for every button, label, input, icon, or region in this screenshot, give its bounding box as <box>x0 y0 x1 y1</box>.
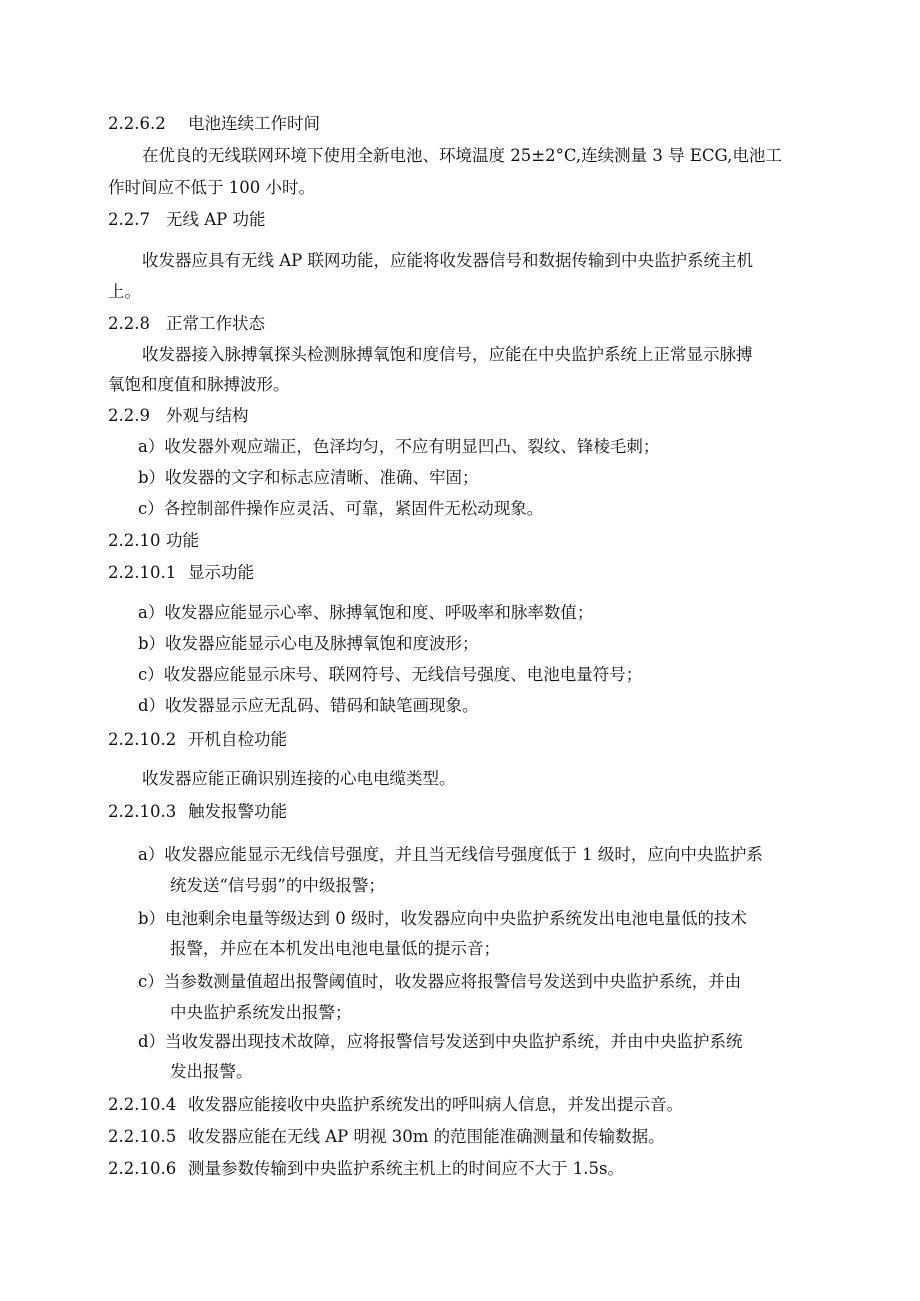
section-number: 2.2.10.4 <box>108 1095 177 1114</box>
section-title: 开机自检功能 <box>188 730 287 749</box>
list-item: d）当收发器出现技术故障，应将报警信号发送到中央监护系统，并由中央监护系统 <box>138 1032 743 1051</box>
list-item-continuation: 报警，并应在本机发出电池电量低的提示音； <box>170 939 500 958</box>
heading-2-2-6-2 <box>108 116 320 133</box>
heading-2-2-10-3 <box>108 804 287 821</box>
heading-2-2-8 <box>108 316 265 333</box>
paragraph-line: 氧饱和度值和脉搏波形。 <box>108 375 290 394</box>
paragraph-line: 收发器接入脉搏氧探头检测脉搏氧饱和度信号，应能在中央监护系统上正常显示脉搏 <box>142 345 753 364</box>
paragraph-line: 在优良的无线联网环境下使用全新电池、环境温度 25±2°C,连续测量 3 导 ECG,电池工 <box>142 146 782 165</box>
section-title: 正常工作状态 <box>166 314 265 333</box>
heading-2-2-10 <box>108 533 199 550</box>
list-item: b）收发器应能显示心电及脉搏氧饱和度波形； <box>138 634 479 653</box>
list-item: a）收发器外观应端正，色泽均匀，不应有明显凹凸、裂纹、锋棱毛刺； <box>138 437 660 456</box>
section-title: 外观与结构 <box>166 406 249 425</box>
section-number: 2.2.10.6 <box>108 1159 177 1178</box>
section-number: 2.2.10.3 <box>108 802 177 821</box>
heading-2-2-10-2 <box>108 732 287 749</box>
list-item: c）收发器应能显示床号、联网符号、无线信号强度、电池电量符号； <box>138 665 643 684</box>
section-title: 显示功能 <box>188 563 254 582</box>
heading-2-2-9 <box>108 408 249 425</box>
section-title: 无线 AP 功能 <box>166 210 266 229</box>
paragraph-line: 收发器应具有无线 AP 联网功能，应能将收发器信号和数据传输到中央监护系统主机 <box>142 251 754 270</box>
section-title: 收发器应能接收中央监护系统发出的呼叫病人信息，并发出提示音。 <box>188 1095 683 1114</box>
list-item: b）收发器的文字和标志应清晰、准确、牢固； <box>138 468 479 487</box>
paragraph-line: 作时间应不低于 100 小时。 <box>108 178 315 197</box>
paragraph-line: 收发器应能正确识别连接的心电电缆类型。 <box>142 769 456 788</box>
section-number: 2.2.9 <box>108 406 150 425</box>
heading-2-2-10-4 <box>108 1097 683 1114</box>
section-number: 2.2.8 <box>108 314 150 333</box>
list-item: a）收发器应能显示无线信号强度，并且当无线信号强度低于 1 级时，应向中央监护系 <box>138 845 763 864</box>
list-item: c）各控制部件操作应灵活、可靠，紧固件无松动现象。 <box>138 499 544 518</box>
section-title: 测量参数传输到中央监护系统主机上的时间应不大于 1.5s。 <box>188 1159 624 1178</box>
section-number: 2.2.6.2 <box>108 114 166 133</box>
list-item: b）电池剩余电量等级达到 0 级时，收发器应向中央监护系统发出电池电量低的技术 <box>138 909 748 928</box>
section-title: 触发报警功能 <box>188 802 287 821</box>
list-item-continuation: 统发送“信号弱”的中级报警； <box>170 876 385 895</box>
section-number: 2.2.10.5 <box>108 1127 177 1146</box>
section-number: 2.2.10 <box>108 531 161 550</box>
heading-2-2-7 <box>108 212 266 229</box>
section-number: 2.2.10.2 <box>108 730 177 749</box>
heading-2-2-10-5 <box>108 1129 665 1146</box>
section-title: 电池连续工作时间 <box>188 114 320 133</box>
paragraph-line: 上。 <box>108 282 141 301</box>
list-item: a）收发器应能显示心率、脉搏氧饱和度、呼吸率和脉率数值； <box>138 603 594 622</box>
list-item: c）当参数测量值超出报警阈值时，收发器应将报警信号发送到中央监护系统，并由 <box>138 972 742 991</box>
section-title: 功能 <box>166 531 199 550</box>
list-item-continuation: 中央监护系统发出报警； <box>170 1003 352 1022</box>
heading-2-2-10-6 <box>108 1161 624 1178</box>
list-item-continuation: 发出报警。 <box>170 1062 253 1081</box>
section-title: 收发器应能在无线 AP 明视 30m 的范围能准确测量和传输数据。 <box>188 1127 665 1146</box>
list-item: d）收发器显示应无乱码、错码和缺笔画现象。 <box>138 696 479 715</box>
section-number: 2.2.10.1 <box>108 563 177 582</box>
section-number: 2.2.7 <box>108 210 150 229</box>
heading-2-2-10-1 <box>108 565 254 582</box>
